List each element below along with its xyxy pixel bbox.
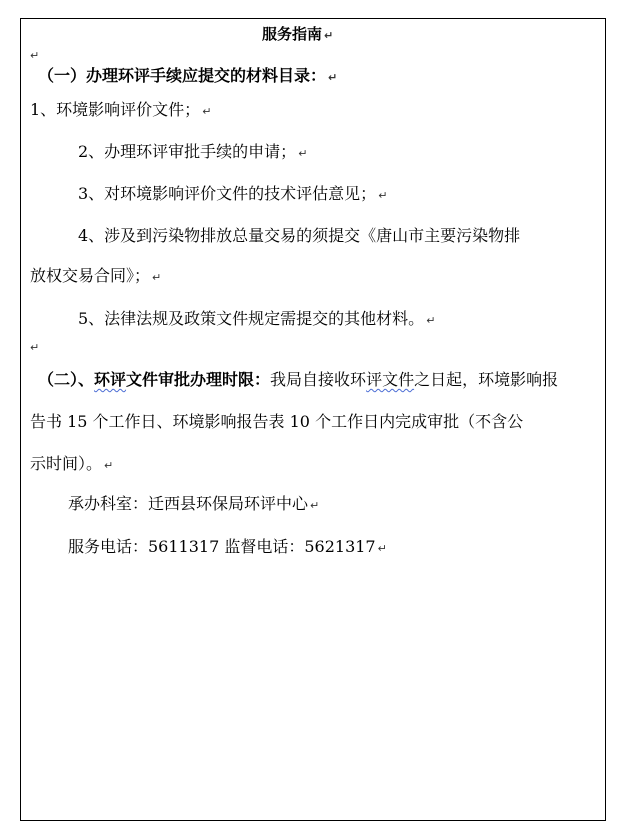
- section2-text-line2: 告书 15 个工作日、环境影响报告表 10 个工作日内完成审批（不含公: [30, 412, 524, 431]
- paragraph-mark-icon: ↵: [377, 542, 387, 555]
- section1-item-5: [78, 309, 435, 331]
- paragraph-mark-icon: ↵: [30, 49, 40, 62]
- paragraph-mark-icon: ↵: [324, 29, 334, 42]
- section1-item-4-continued: [30, 266, 161, 288]
- item-text: 放权交易合同》；: [30, 266, 151, 285]
- section2-text-wavy: 评文件: [366, 370, 415, 389]
- paragraph-mark-icon: ↵: [152, 271, 162, 284]
- paragraph-mark-icon: ↵: [104, 459, 114, 472]
- item-text: 5、法律法规及政策文件规定需提交的其他材料。: [78, 309, 425, 328]
- paragraph-mark-icon: ↵: [378, 189, 388, 202]
- section2-line-3: [30, 454, 113, 476]
- section1-item-2: [78, 142, 307, 164]
- section2-line-1: [38, 370, 558, 390]
- section1-item-3: [78, 184, 387, 206]
- paragraph-mark-icon: ↵: [426, 314, 436, 327]
- section2-heading-suffix: 文件审批办理时限：: [126, 370, 271, 389]
- paragraph-mark-icon: ↵: [328, 71, 338, 84]
- section2-text-line3: 示时间）。: [30, 454, 103, 473]
- contact-office: [68, 494, 319, 516]
- contact-office-text: 承办科室：迁西县环保局环评中心: [68, 494, 309, 513]
- section2-heading-wavy: 环评: [94, 370, 127, 389]
- paragraph-mark-icon: ↵: [30, 341, 40, 354]
- item-text: 3、对环境影响评价文件的技术评估意见；: [78, 184, 377, 203]
- contact-phones: [68, 537, 387, 559]
- title-text: 服务指南: [262, 25, 323, 43]
- section1-item-4: [78, 226, 520, 246]
- item-text: 4、涉及到污染物排放总量交易的须提交《唐山市主要污染物排: [78, 226, 521, 245]
- section1-heading-text: （一）办理环评手续应提交的材料目录：: [38, 66, 327, 85]
- item-text: 2、办理环评审批手续的申请；: [78, 142, 297, 161]
- paragraph-mark-icon: ↵: [202, 105, 212, 118]
- section2-heading-prefix: （二）、: [38, 370, 95, 389]
- document-title: [262, 24, 333, 46]
- section2-text-a: 我局自接收环: [270, 370, 367, 389]
- paragraph-mark-icon: ↵: [310, 499, 320, 512]
- section1-item-1: [30, 100, 211, 122]
- contact-phones-text: 服务电话：5611317 监督电话：5621317: [68, 537, 376, 556]
- item-text: 1、环境影响评价文件；: [30, 100, 201, 119]
- section2-text-b: 之日起，环境影响报: [414, 370, 559, 389]
- section1-heading: [38, 66, 337, 88]
- section2-line-2: [30, 412, 523, 432]
- paragraph-mark-icon: ↵: [298, 147, 308, 160]
